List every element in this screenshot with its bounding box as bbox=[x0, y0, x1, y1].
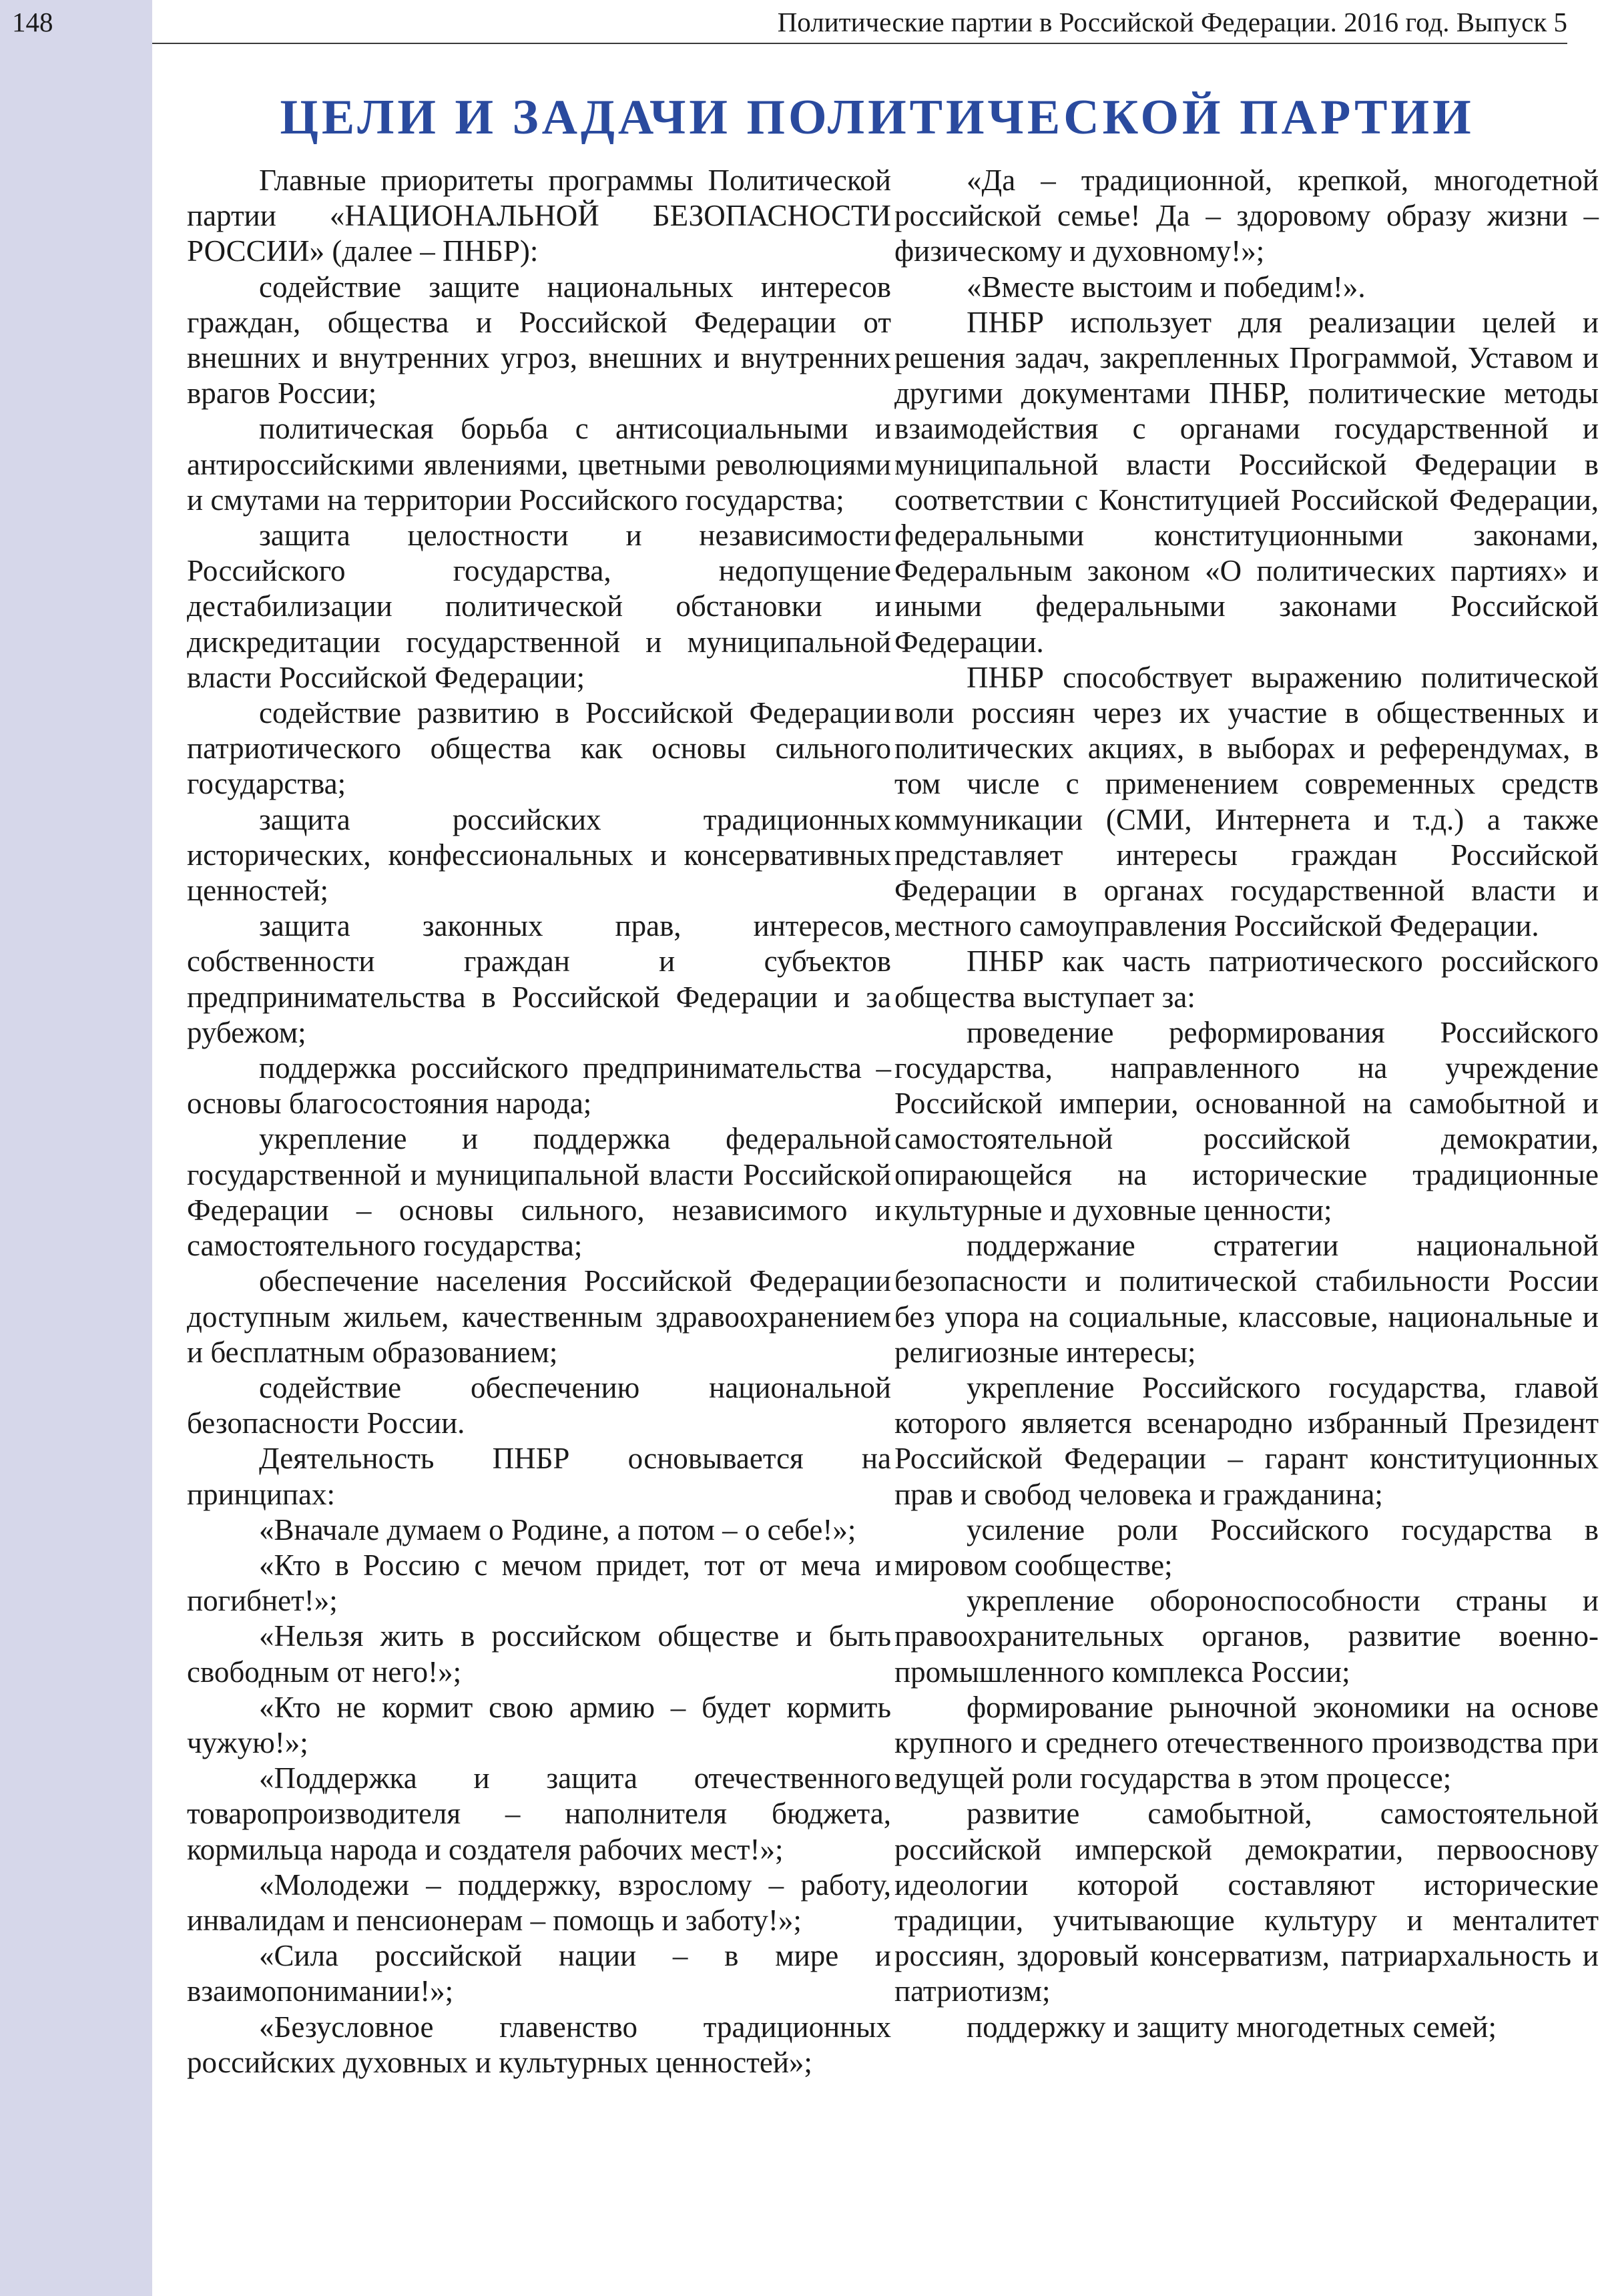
paragraph: поддержку и защиту многодетных семей; bbox=[967, 2010, 1497, 2044]
paragraph: «Нельзя жить в российском обществе и быть свободным от него!»; bbox=[187, 1619, 891, 1689]
paragraph: «Да – традиционной, крепкой, многодетной российской семье! Да – здоровому образу жизни – физическому и духовному!»; bbox=[894, 164, 1599, 268]
paragraph: развитие самобытной, самостоятельной российской имперской демократии, первооснову идеологии которой составляют исторические традиции, учитывающие культуру и менталитет россиян, здоровый консерватизм, патриархальность и патриотизм; bbox=[894, 1797, 1599, 2008]
paragraph: Главные приоритеты программы Политической партии «НАЦИОНАЛЬНОЙ БЕЗОПАСНОСТИ РОССИИ» (далее – ПНБР): bbox=[187, 164, 891, 268]
paragraph: укрепление обороноспособности страны и правоохранительных органов, развитие военно-промышленного комплекса России; bbox=[894, 1584, 1599, 1689]
paragraph: ПНБР использует для реализации целей и решения задач, закрепленных Программой, Уставом и другими документами ПНБР, политические методы взаимодействия с органами государственной и муниципальной власти Российской Федерации в соответствии с Конституцией Российской Федерации, федеральными конституционными законами, Федеральным законом «О политических партиях» и иными федеральными законами Российской Федерации. bbox=[894, 305, 1599, 659]
paragraph: поддержание стратегии национальной безопасности и политической стабильности России без упора на социальные, классовые, национальные и религиозные интересы; bbox=[894, 1229, 1599, 1369]
running-title: Политические партии в Российской Федерации. 2016 год. Выпуск 5 bbox=[777, 7, 1567, 37]
paragraph: «Молодежи – поддержку, взрослому – работу, инвалидам и пенсионерам – помощь и заботу!»; bbox=[187, 1868, 891, 1937]
paragraph: «Кто в Россию с мечом придет, тот от меча и погибнет!»; bbox=[187, 1548, 891, 1618]
paragraph: политическая борьба с антисоциальными и антироссийскими явлениями, цветными революциями и смутами на территории Российского государства; bbox=[187, 412, 891, 517]
paragraph: ПНБР способствует выражению политической воли россиян через их участие в общественных и политических акциях, в выборах и референдумах, в том числе с применением современных средств коммуникации (СМИ, Интернета и т.д.) а также представляет интересы граждан Российской Федерации в органах государственной власти и местного самоуправления Российской Федерации. bbox=[894, 660, 1599, 943]
header-rule bbox=[152, 43, 1567, 44]
paragraph: «Вместе выстоим и победим!». bbox=[967, 270, 1366, 304]
paragraph: усиление роли Российского государства в мировом сообществе; bbox=[894, 1512, 1599, 1582]
paragraph: «Сила российской нации – в мире и взаимопонимании!»; bbox=[187, 1939, 891, 2008]
paragraph: содействие развитию в Российской Федерации патриотического общества как основы сильного государства; bbox=[187, 696, 891, 801]
paragraph: «Поддержка и защита отечественного товаропроизводителя – наполнителя бюджета, кормильца народа и создателя рабочих мест!»; bbox=[187, 1761, 891, 1866]
paragraph: обеспечение населения Российской Федерации доступным жильем, качественным здравоохранением и бесплатным образованием; bbox=[187, 1264, 891, 1369]
paragraph: Деятельность ПНБР основывается на принципах: bbox=[187, 1442, 891, 1511]
paragraph: содействие обеспечению национальной безопасности России. bbox=[187, 1370, 891, 1440]
paragraph: «Безусловное главенство традиционных российских духовных и культурных ценностей»; bbox=[187, 2010, 891, 2079]
left-column bbox=[187, 163, 891, 2080]
paragraph: проведение реформирования Российского государства, направленного на учреждение Российской империи, основанной на самобытной и самостоятельной российской демократии, опирающейся на исторические традиционные культурные и духовные ценности; bbox=[894, 1015, 1599, 1227]
page-header bbox=[0, 0, 1602, 48]
side-band bbox=[0, 0, 152, 2296]
paragraph: поддержка российского предпринимательства – основы благосостояния народа; bbox=[187, 1051, 891, 1121]
paragraph: «Вначале думаем о Родине, а потом – о себе!»; bbox=[259, 1512, 856, 1546]
paragraph: ПНБР как часть патриотического российского общества выступает за: bbox=[894, 944, 1599, 1014]
paragraph: укрепление Российского государства, главой которого является всенародно избранный Президент Российской Федерации – гарант конституционных прав и свобод человека и гражданина; bbox=[894, 1370, 1599, 1511]
paragraph: защита целостности и независимости Российского государства, недопущение дестабилизации политической обстановки и дискредитации государственной и муниципальной власти Российской Федерации; bbox=[187, 519, 891, 694]
page-title: ЦЕЛИ И ЗАДАЧИ ПОЛИТИЧЕСКОЙ ПАРТИИ bbox=[280, 90, 1475, 145]
page-number: 148 bbox=[12, 7, 53, 37]
paragraph: защита российских традиционных исторических, конфессиональных и консервативных ценностей; bbox=[187, 802, 891, 908]
paragraph: содействие защите национальных интересов граждан, общества и Российской Федерации от внешних и внутренних угроз, внешних и внутренних врагов России; bbox=[187, 270, 891, 410]
paragraph: укрепление и поддержка федеральной государственной и муниципальной власти Российской Федерации – основы сильного, независимого и самостоятельного государства; bbox=[187, 1122, 891, 1263]
right-column bbox=[894, 163, 1599, 2045]
paragraph: формирование рыночной экономики на основе крупного и среднего отечественного производства при ведущей роли государства в этом процессе; bbox=[894, 1690, 1599, 1795]
paragraph: защита законных прав, интересов, собственности граждан и субъектов предпринимательства в Российской Федерации и за рубежом; bbox=[187, 909, 891, 1049]
paragraph: «Кто не кормит свою армию – будет кормить чужую!»; bbox=[187, 1690, 891, 1759]
